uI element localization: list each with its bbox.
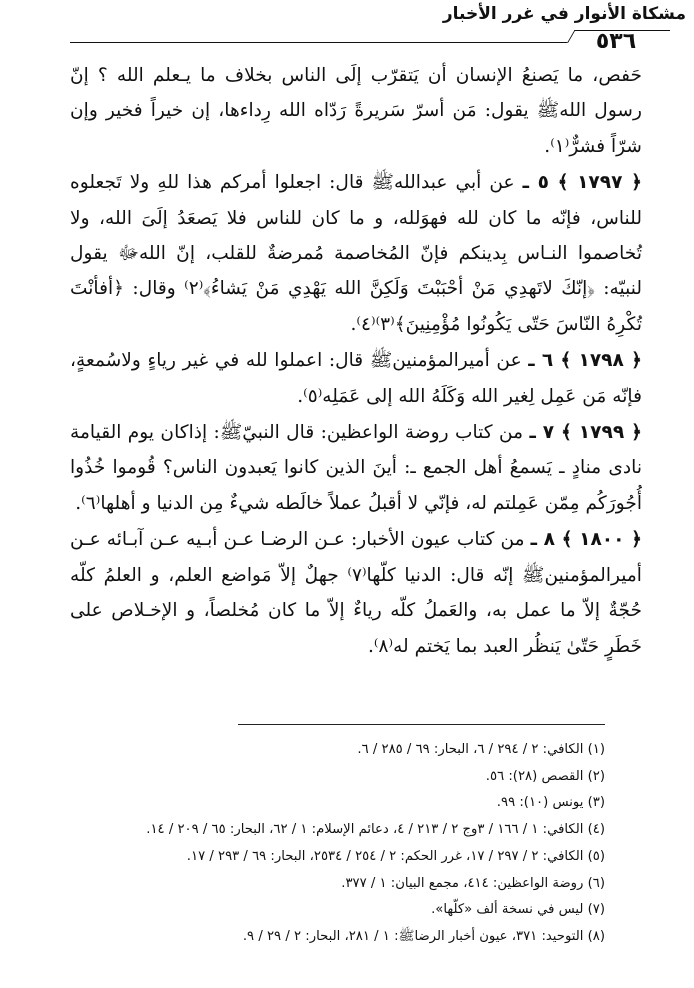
- hadith-text: عن أميرالمؤمنينﷺ قال: اعملوا لله في غير رياءٍ ولاسُمعةٍ، فإنّه مَن عَمِل لِغير الله وَكَلَهُ الله إلى عَمَلِه⁽٥⁾.: [70, 350, 642, 407]
- running-title: مشكاة الأنوار في غرر الأخبار: [442, 4, 686, 24]
- footnote-1: (١) الكافي: ٢ / ٢٩٤ / ٦، البحار: ٦٩ / ٢٨٥ / ٦.: [357, 742, 605, 757]
- paragraph-continuation: [70, 58, 642, 164]
- footnote-8: (٨) التوحيد: ٣٧١، عيون أخبار الرضاﷺ: ١ / ٢٨١، البحار: ٢ / ٢٩ / ٩.: [242, 928, 605, 944]
- footnote-6: (٦) روضة الواعظين: ٤١٤، مجمع البيان: ١ / ٣٧٧.: [341, 875, 605, 891]
- main-text: [70, 58, 642, 665]
- hadith-entry-1800: [70, 522, 642, 664]
- hadith-text: عن أبي عبداللهﷺ قال: اجعلوا أمركم هذا للهِ ولا تَجعلوه للناس، فإنّه ما كان لله فهوَلله، و ما كان للناس فلا يَصعَدُ إلَىَ الله، ولا تُخاصموا النـاس بِدينكم فإنّ المُخاصمة مُمرضةٌ للقلب، إنّ اللهﷻ يقول لنبيّه: ﴿إنّكَ لاتَهدِي مَنْ أحْبَبْتَ وَلَكِنَّ الله يَهْدِي مَنْ يَشاءُ﴾⁽٢⁾ وقال: ﴿أفأنْتَ تُكْرِهُ النّاسَ حَتّى يَكُونُوا مُؤْمِنِينَ﴾⁽٣⁾⁽٤⁾.: [70, 172, 642, 335]
- hadith-number: ﴿ ١٧٩٨ ﴾ ٦ ـ: [528, 350, 642, 372]
- hadith-entry-1798: [70, 343, 642, 414]
- hadith-entry-1799: [70, 415, 642, 521]
- page-number: ٥٣٦: [595, 29, 637, 54]
- footnote-2: (٢) القصص (٢٨): ٥٦.: [485, 768, 605, 784]
- footnote-7: (٧) ليس في نسخة ألف «كلّها».: [431, 902, 605, 918]
- footnote-separator: [238, 724, 605, 725]
- paragraph-text: حَفص، ما يَصنعُ الإنسان أن يَتقرّب إلَى الناس بخلاف ما يـعلم الله ؟ إنّ رسول اللهﷺ يقول: مَن أسرّ سَريرةً رَدّاه الله رِداءها، إن خيراً فخير وإن شرّاً فشرٌّ⁽١⁾.: [70, 65, 642, 157]
- hadith-number: ﴿ ١٨٠٠ ﴾ ٨ ـ: [530, 529, 643, 551]
- hadith-text: من كتاب روضة الواعظين: قال النبيّﷺ: إذاكان يوم القيامة نادى منادٍ ـ يَسمعُ أهل الجمع ـ: أينَ الذين كانوا يَعبدون الناس؟ قُوموا خُذُوا أُجُورَكُم مِمّن عَمِلتم له، فإنّي لا أقبلُ عملاً خالَطه شيءٌ مِن الدنيا و أهلها⁽٦⁾.: [70, 422, 642, 514]
- footnote-5: (٥) الكافي: ٢ / ٢٩٧ / ١٧، غرر الحكم: ٢ / ٢٥٤ / ٢٥٣٤، البحار: ٦٩ / ٢٩٣ / ١٧.: [186, 848, 605, 864]
- footnotes-list: [45, 737, 605, 951]
- hadith-number: ﴿ ١٧٩٩ ﴾ ٧ ـ: [529, 422, 642, 444]
- hadith-text: من كتاب عيون الأخبار: عـن الرضـا عـن أبـيه عـن آبـائه عـن أميرالمؤمنينﷺ إنّه قال: الدنيا كلّها⁽٧⁾ جهلٌ إلاّ مَواضع العلم، و العلمُ كلّه حُجّةٌ إلاّ ما عمل به، والعَملُ كلّه رياءٌ إلاّ ما كان مُخلصاً، و الإخـلاص على خَطَرٍ حَتّىٰ يَنظُر العبد بما يَختم له⁽٨⁾.: [70, 529, 642, 657]
- hadith-entry-1797: [70, 165, 642, 342]
- header-rule: [70, 42, 567, 43]
- hadith-number: ﴿ ١٧٩٧ ﴾ ٥ ـ: [522, 172, 642, 194]
- footnote-3: (٣) يونس (١٠): ٩٩.: [496, 795, 605, 811]
- footnote-4: (٤) الكافي: ١ / ١٦٦ / ٣وج ٢ / ٢١٣ / ٤، دعائم الإسلام: ١ / ٦٢، البحار: ٦٥ / ٢٠٩ / ١٤.: [146, 822, 605, 838]
